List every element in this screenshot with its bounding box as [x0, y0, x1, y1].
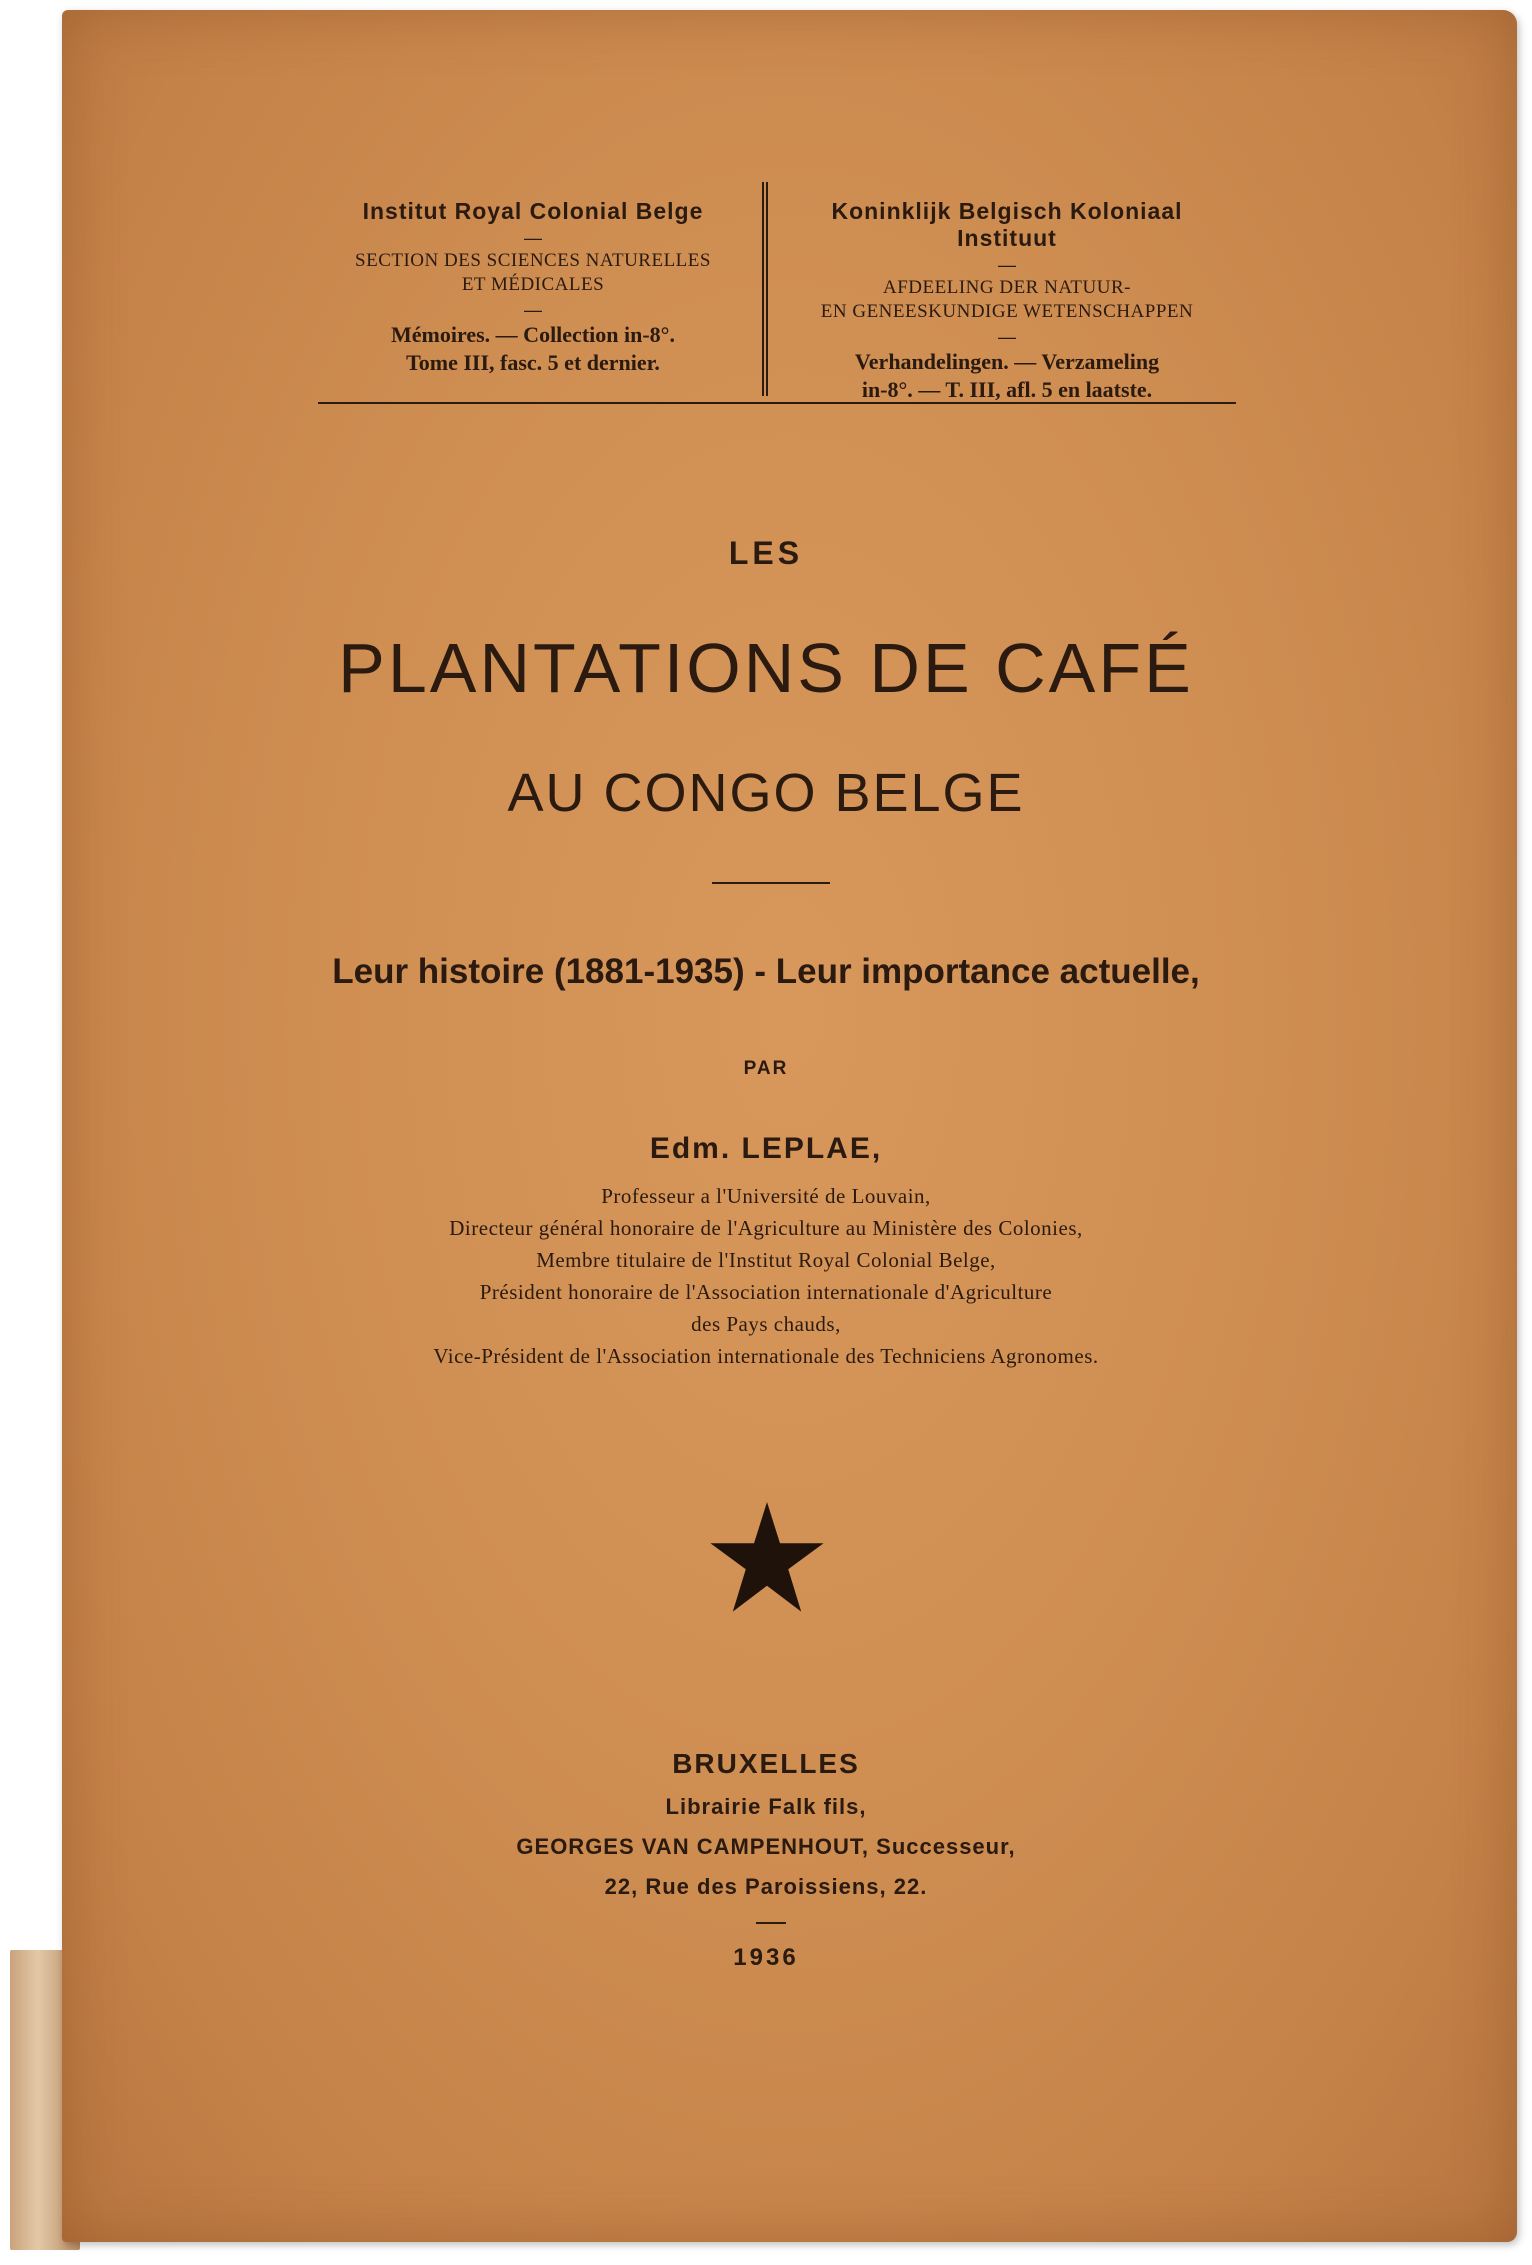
section-name-nl-line1: AFDEELING DER NATUUR-: [883, 277, 1131, 298]
publication-year: 1936: [733, 1944, 799, 1971]
header-dash-fr: —: [524, 228, 542, 248]
author-credential: Professeur a l'Université de Louvain,: [601, 1184, 931, 1208]
institute-header: [318, 180, 1236, 404]
header-column-divider: [762, 182, 768, 396]
author-credential: Vice-Président de l'Association internationale des Techniciens Agronomes.: [433, 1344, 1099, 1368]
publisher-successor: GEORGES VAN CAMPENHOUT, Successeur,: [516, 1834, 1016, 1859]
book-title: PLANTATIONS DE CAFÉ: [338, 629, 1194, 707]
section-name-fr-line1: SECTION DES SCIENCES NATURELLES: [355, 250, 711, 271]
series-fr-line2: Tome III, fasc. 5 et dernier.: [406, 350, 660, 375]
year-dash: [756, 1922, 786, 1924]
series-nl-line1: Verhandelingen. — Verzameling: [854, 349, 1160, 374]
header-dutch-column: [778, 180, 1236, 404]
author-name: Edm. LEPLAE,: [649, 1132, 883, 1165]
publisher-address: 22, Rue des Paroissiens, 22.: [604, 1874, 928, 1899]
book-tagline: Leur histoire (1881-1935) - Leur importance actuelle,: [332, 952, 1200, 991]
section-name-nl-line2: EN GENEESKUNDIGE WETENSCHAPPEN: [820, 301, 1194, 322]
header-french-column: [318, 180, 748, 377]
title-rule: [712, 882, 830, 884]
institute-name-fr: Institut Royal Colonial Belge: [362, 198, 704, 224]
author-credential: des Pays chauds,: [691, 1312, 841, 1336]
section-name-fr-line2: ET MÉDICALES: [461, 274, 605, 295]
series-fr-line1: Mémoires. — Collection in-8°.: [391, 322, 675, 347]
title-article: LES: [728, 535, 804, 571]
star-icon: [708, 1502, 826, 1619]
by-label: PAR: [743, 1058, 789, 1079]
header-dash-nl: —: [998, 255, 1016, 275]
book-subtitle: AU CONGO BELGE: [507, 763, 1025, 823]
header-dash-fr-2: —: [524, 300, 542, 320]
author-credential: Président honoraire de l'Association internationale d'Agriculture: [479, 1280, 1053, 1304]
author-credential: Directeur général honoraire de l'Agriculture au Ministère des Colonies,: [449, 1216, 1083, 1240]
institute-name-nl: Koninklijk Belgisch Koloniaal Instituut: [831, 198, 1183, 251]
series-nl-line2: in-8°. — T. III, afl. 5 en laatste.: [861, 377, 1153, 402]
author-credential: Membre titulaire de l'Institut Royal Colonial Belge,: [536, 1248, 996, 1272]
publisher-name: Librairie Falk fils,: [665, 1794, 867, 1819]
publisher-city: BRUXELLES: [672, 1748, 860, 1779]
header-dash-nl-2: —: [998, 327, 1016, 347]
